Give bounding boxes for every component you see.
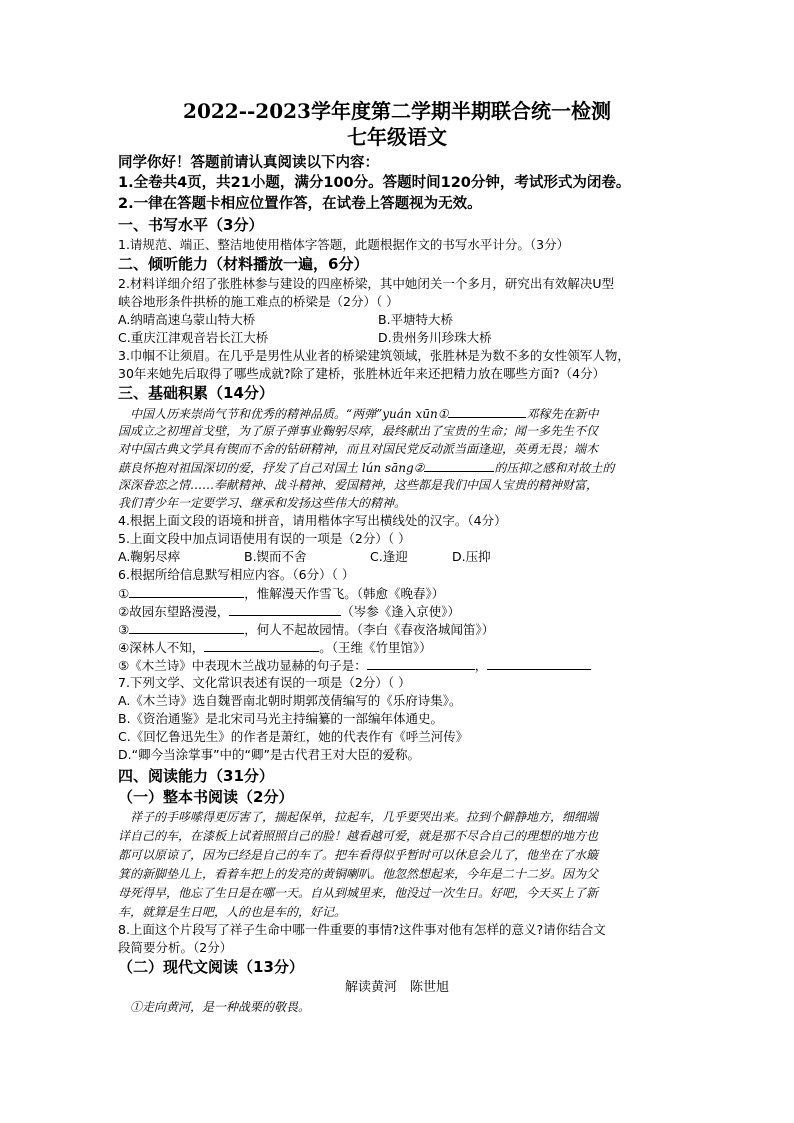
question-2-line-2: 峡谷地形条件拱桥的施工难点的桥梁是（2分）（ ） (118, 294, 399, 309)
question-2-line-1: 2.材料详细介绍了张胜林参与建设的四座桥梁，其中她闭关一个多月，研究出有效解决U型 (118, 276, 615, 291)
passage-line-1: 中国人历来崇尚气节和优秀的精神品质。“两弹”yuán xūn① 邓稼先在新中 (130, 407, 599, 421)
notice-item-1: 1.全卷共4页，共21小题，满分100分。答题时间120分钟，考试形式为闭卷。 (118, 175, 631, 191)
passage-line-3: 对中国古典文学具有锲而不舍的钻研精神，而且对国民党反动派当面逢迎，英勇无畏；端木 (118, 442, 599, 456)
passage-line-6: 我们青少年一定要学习、继承和发扬这些伟大的精神。 (118, 496, 407, 510)
q7-option-a: A.《木兰诗》选自魏晋南北朝时期郭茂倩编写的《乐府诗集》。 (118, 693, 462, 708)
excerpt-line-6: 车，就算是生日吧，人的也是车的，好记。 (118, 905, 347, 919)
question-3-line-2: 30年来她先后取得了哪些成就?除了建桥，张胜林近年来还把精力放在哪些方面?（4分） (118, 366, 606, 381)
question-8-line-2: 段简要分析。（2分） (118, 940, 233, 955)
subsection-1-heading: （一）整本书阅读（2分） (118, 788, 294, 806)
pinyin-blank-1[interactable] (448, 405, 526, 418)
q6-blank-1[interactable] (129, 585, 244, 598)
q7-option-b: B.《资治通鉴》是北宋司马光主持编纂的一部编年体通史。 (118, 711, 444, 726)
section-1-heading: 一、书写水平（3分） (118, 216, 264, 234)
question-3-line-1: 3.巾帼不让须眉。在几乎是男性从业者的桥梁建筑领域，张胜林是为数不多的女性领军人物， (118, 348, 630, 363)
q5-option-b: B.锲而不舍 (244, 549, 307, 564)
section-2-heading: 二、倾听能力（材料播放一遍，6分） (118, 255, 369, 273)
excerpt-line-5: 母死得早，他忘了生日是在哪一天。自从到城里来，他没过一次生日。好吧，今天买上了新 (118, 886, 599, 900)
notice-greeting: 同学你好！答题前请认真阅读以下内容： (118, 155, 379, 171)
passage-line-5: 深深眷恋之情……奉献精神、战斗精神、爱国精神，这些都是我们中国人宝贵的精神财富， (118, 478, 599, 492)
q5-option-d: D.压抑 (452, 549, 491, 564)
excerpt-line-2: 详自己的车，在漆板上试着照照自己的脸！越看越可爱，就是那不尽合自己的理想的地方也 (118, 829, 599, 843)
article-paragraph-1: ①走向黄河，是一种战栗的敬畏。 (130, 1000, 311, 1014)
q6-item-5: ⑤《木兰诗》中表现木兰战功显赫的句子是： ， (118, 657, 698, 674)
q6-blank-2[interactable] (229, 603, 341, 616)
q2-option-b: B.平塘特大桥 (378, 312, 454, 327)
q6-blank-5a[interactable] (367, 657, 475, 670)
exam-subtitle: 七年级语文 (347, 125, 447, 149)
q6-blank-4[interactable] (204, 639, 319, 652)
passage-line-2: 国成立之初埋首戈壁，为了原子弹事业鞠躬尽瘁，最终献出了宝贵的生命；闻一多先生不仅 (118, 424, 599, 438)
q7-option-c: C.《回忆鲁迅先生》的作者是萧红，她的代表作有《呼兰河传》 (118, 729, 469, 744)
q2-option-a: A.纳晴高速乌蒙山特大桥 (118, 312, 256, 327)
subsection-2-heading: （二）现代文阅读（13分） (118, 958, 304, 976)
question-1: 1.请规范、端正、整洁地使用楷体字答题，此题根据作文的书写水平计分。（3分） (118, 237, 570, 252)
excerpt-line-3: 都可以原谅了，因为已经是自己的车了。把车看得似乎暂时可以休息会儿了，他坐在了水簸 (118, 848, 599, 862)
q2-option-c: C.重庆江津观音岩长江大桥 (118, 330, 269, 345)
exam-title: 2022--2023学年度第二学期半期联合统一检测 (183, 99, 611, 123)
excerpt-line-1: 祥子的手哆嗦得更厉害了，揣起保单，拉起车，几乎要哭出来。拉到个僻静地方，细细端 (130, 810, 599, 824)
q2-option-d: D.贵州务川珍珠大桥 (378, 330, 492, 345)
q6-item-1: ① ，惟解漫天作雪飞。（韩愈《晚春》） (118, 586, 445, 601)
notice-item-2: 2.一律在答题卡相应位置作答，在试卷上答题视为无效。 (118, 196, 482, 212)
question-8-line-1: 8.上面这个片段写了祥子生命中哪一件重要的事情?这件事对他有怎样的意义?请你结合文 (118, 922, 606, 937)
question-6: 6.根据所给信息默写相应内容。（6分）（ ） (118, 567, 355, 582)
q6-item-2: ②故园东望路漫漫， （岑参《逢入京使》） (118, 604, 460, 619)
q6-blank-5b[interactable] (487, 657, 591, 670)
excerpt-line-4: 箕的新脚垫儿上，看着车把上的发亮的黄铜喇叭。他忽然想起来，今年是二十二岁。因为父 (118, 867, 599, 881)
section-3-heading: 三、基础积累（14分） (118, 384, 274, 402)
section-4-heading: 四、阅读能力（31分） (118, 767, 274, 785)
q6-item-4: ④深林人不知， 。（王维《竹里馆》） (118, 640, 432, 655)
q5-option-c: C.逢迎 (370, 549, 408, 564)
q6-item-3: ③ ，何人不起故园情。（李白《春夜洛城闻笛》） (118, 622, 495, 637)
passage-line-4: 蕻良怀抱对祖国深切的爱，抒发了自己对国土 lún sāng② 的压抑之感和对故土的 (118, 461, 615, 475)
pinyin-blank-2[interactable] (424, 459, 494, 472)
question-5: 5.上面文段中加点词语使用有误的一项是（2分）（ ） (118, 531, 411, 546)
q7-option-d: D.“卿今当涂掌事”中的“卿”是古代君王对大臣的爱称。 (118, 747, 421, 762)
q5-option-a: A.鞠躬尽瘁 (118, 549, 181, 564)
q6-blank-3[interactable] (129, 621, 244, 634)
question-4: 4.根据上面文段的语境和拼音，请用楷体字写出横线处的汉字。（4分） (118, 513, 507, 528)
question-7: 7.下列文学、文化常识表述有误的一项是（2分）（ ） (118, 675, 411, 690)
article-title: 解读黄河 陈世旭 (344, 980, 449, 995)
